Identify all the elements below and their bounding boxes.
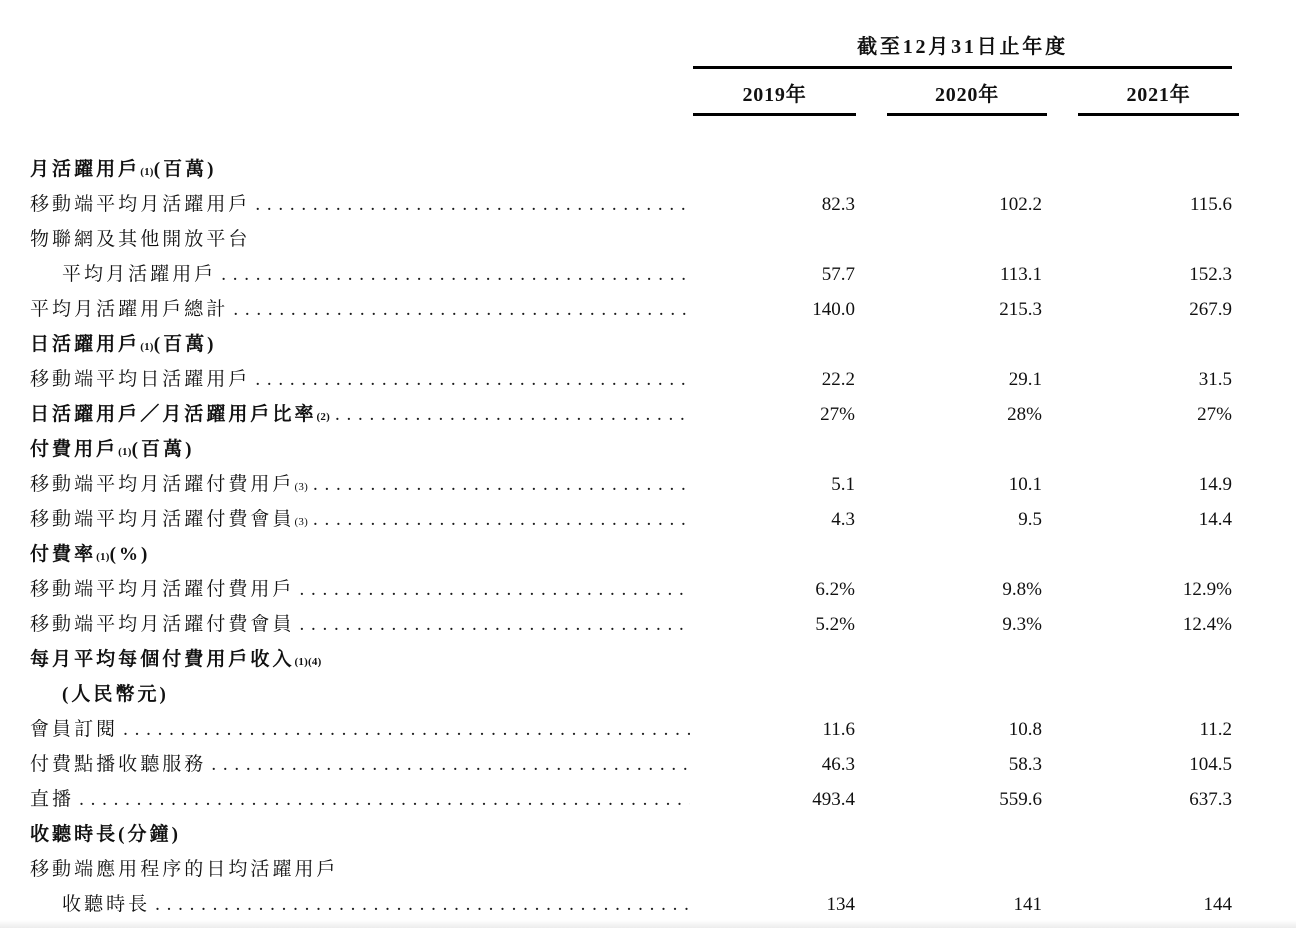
row-label-unit: (百萬) (131, 439, 195, 460)
row-label: 移動端平均月活躍付費會員 (30, 614, 295, 635)
value-cell: 493.4 (812, 789, 855, 810)
value-cell: 27% (820, 404, 855, 425)
row-label-cell: 付費用戶 (1) (百萬) (30, 432, 690, 467)
table-row (30, 222, 1232, 257)
year-column-2019: 2019年 (693, 78, 856, 116)
value-cell: 9.8% (1002, 579, 1042, 600)
table-row (30, 747, 1232, 782)
value-cell: 4.3 (831, 509, 855, 530)
page-bottom-edge (0, 920, 1296, 928)
row-label: (人民幣元) (62, 684, 169, 705)
value-cell: 11.2 (1199, 719, 1232, 740)
table-row (30, 397, 1232, 432)
row-label: 平均月活躍用戶總計 (30, 299, 229, 320)
row-label: 收聽時長(分鐘) (30, 824, 181, 845)
dot-leader (155, 887, 690, 922)
dot-leader (255, 362, 690, 397)
row-label: 移動端應用程序的日均活躍用戶 (30, 859, 339, 880)
table-row (30, 502, 1232, 537)
period-header-title: 截至12月31日止年度 (857, 36, 1068, 58)
row-label-cell (30, 607, 690, 642)
value-cell: 9.3% (1002, 614, 1042, 635)
dot-leader (255, 187, 690, 222)
row-label: 日活躍用戶 (30, 334, 141, 355)
period-header-group (693, 30, 1232, 69)
value-cell: 144 (1203, 894, 1232, 915)
row-label: 移動端平均月活躍付費會員 (30, 509, 295, 530)
row-label-cell: 日活躍用戶／月活躍用戶比率 (2) . . . (30, 397, 690, 432)
row-label: 付費率 (30, 544, 97, 565)
value-cell: 113.1 (999, 264, 1042, 285)
value-cell: 31.5 (1198, 369, 1232, 390)
row-label: 移動端平均月活躍付費用戶 (30, 579, 295, 600)
value-cell: 57.7 (821, 264, 855, 285)
table-row (30, 852, 1232, 887)
row-label-cell (30, 887, 690, 922)
table-row (30, 572, 1232, 607)
row-label-cell (30, 257, 690, 292)
row-label-cell (30, 292, 690, 327)
dot-leader (335, 397, 690, 432)
dot-leader (313, 467, 690, 502)
row-label-cell (30, 817, 690, 852)
dot-leader (211, 747, 690, 782)
value-cell: 9.5 (1018, 509, 1042, 530)
row-label-cell (30, 712, 690, 747)
table-row (30, 257, 1232, 292)
value-cell: 12.9% (1182, 579, 1232, 600)
section-header-row (30, 677, 1232, 712)
row-label: 付費用戶 (30, 439, 119, 460)
row-label: 會員訂閱 (30, 719, 119, 740)
value-cell: 115.6 (1189, 194, 1232, 215)
value-cell: 104.5 (1189, 754, 1232, 775)
value-cell: 102.2 (999, 194, 1042, 215)
value-cell: 559.6 (999, 789, 1042, 810)
row-label-cell (30, 572, 690, 607)
row-label: 移動端平均月活躍付費用戶 (30, 474, 295, 495)
year-column-2021: 2021年 (1078, 78, 1239, 116)
row-label-cell (30, 222, 690, 257)
value-cell: 637.3 (1189, 789, 1232, 810)
section-header-row (30, 642, 1232, 677)
value-cell: 134 (826, 894, 855, 915)
table-row (30, 712, 1232, 747)
value-cell: 11.6 (822, 719, 855, 740)
section-header-row (30, 817, 1232, 852)
section-header-row (30, 432, 1232, 467)
value-cell: 29.1 (1008, 369, 1042, 390)
table-row (30, 362, 1232, 397)
row-label: 收聽時長 (62, 894, 151, 915)
value-cell: 27% (1197, 404, 1232, 425)
value-cell: 5.2% (815, 614, 855, 635)
value-cell: 215.3 (999, 299, 1042, 320)
value-cell: 6.2% (815, 579, 855, 600)
dot-leader (123, 712, 690, 747)
row-label-cell: 付費率 (1) (%) (30, 537, 690, 572)
row-label: 付費點播收聽服務 (30, 754, 207, 775)
row-label-cell (30, 362, 690, 397)
metrics-table-body (30, 152, 1232, 922)
value-cell: 141 (1013, 894, 1042, 915)
value-cell: 140.0 (812, 299, 855, 320)
table-row (30, 887, 1232, 922)
row-label-cell (30, 187, 690, 222)
row-label-cell: 月活躍用戶 (1) (百萬) (30, 152, 690, 187)
year-header-row (693, 78, 1239, 116)
section-header-row (30, 537, 1232, 572)
row-label-cell: 移動端平均月活躍付費會員 (3) . . . (30, 502, 690, 537)
value-cell: 58.3 (1008, 754, 1042, 775)
table-row (30, 187, 1232, 222)
row-label-cell: 每月平均每個付費用戶收入 (1)(4) (30, 642, 690, 677)
table-row (30, 292, 1232, 327)
value-cell: 22.2 (821, 369, 855, 390)
value-cell: 5.1 (831, 474, 855, 495)
table-row (30, 467, 1232, 502)
row-label-cell: 移動端平均月活躍付費用戶 (3) . . . (30, 467, 690, 502)
year-column-2020: 2020年 (887, 78, 1047, 116)
row-label: 每月平均每個付費用戶收入 (30, 649, 295, 670)
value-cell: 46.3 (821, 754, 855, 775)
value-cell: 10.8 (1008, 719, 1042, 740)
table-row (30, 782, 1232, 817)
row-label: 物聯網及其他開放平台 (30, 229, 251, 250)
section-header-row (30, 152, 1232, 187)
section-header-row (30, 327, 1232, 362)
dot-leader (299, 572, 690, 607)
row-label: 移動端平均月活躍用戶 (30, 194, 251, 215)
value-cell: 12.4% (1182, 614, 1232, 635)
value-cell: 14.9 (1198, 474, 1232, 495)
row-label-unit: (百萬) (153, 334, 217, 355)
row-label: 平均月活躍用戶 (62, 264, 217, 285)
row-label: 日活躍用戶／月活躍用戶比率 (30, 404, 317, 425)
value-cell: 82.3 (821, 194, 855, 215)
value-cell: 14.4 (1198, 509, 1232, 530)
row-label-cell: 日活躍用戶 (1) (百萬) (30, 327, 690, 362)
dot-leader (299, 607, 690, 642)
dot-leader (233, 292, 690, 327)
value-cell: 267.9 (1189, 299, 1232, 320)
row-label: 直播 (30, 789, 75, 810)
dot-leader (313, 502, 690, 537)
dot-leader (221, 257, 690, 292)
row-label-cell (30, 852, 690, 887)
value-cell: 10.1 (1008, 474, 1042, 495)
row-label-unit: (百萬) (153, 159, 217, 180)
row-label: 月活躍用戶 (30, 159, 141, 180)
row-label-cell (30, 677, 690, 712)
row-label-cell (30, 782, 690, 817)
row-label: 移動端平均日活躍用戶 (30, 369, 251, 390)
row-label-unit: (%) (109, 544, 151, 565)
dot-leader (79, 782, 690, 817)
value-cell: 28% (1007, 404, 1042, 425)
table-row (30, 607, 1232, 642)
row-label-cell (30, 747, 690, 782)
value-cell: 152.3 (1189, 264, 1232, 285)
